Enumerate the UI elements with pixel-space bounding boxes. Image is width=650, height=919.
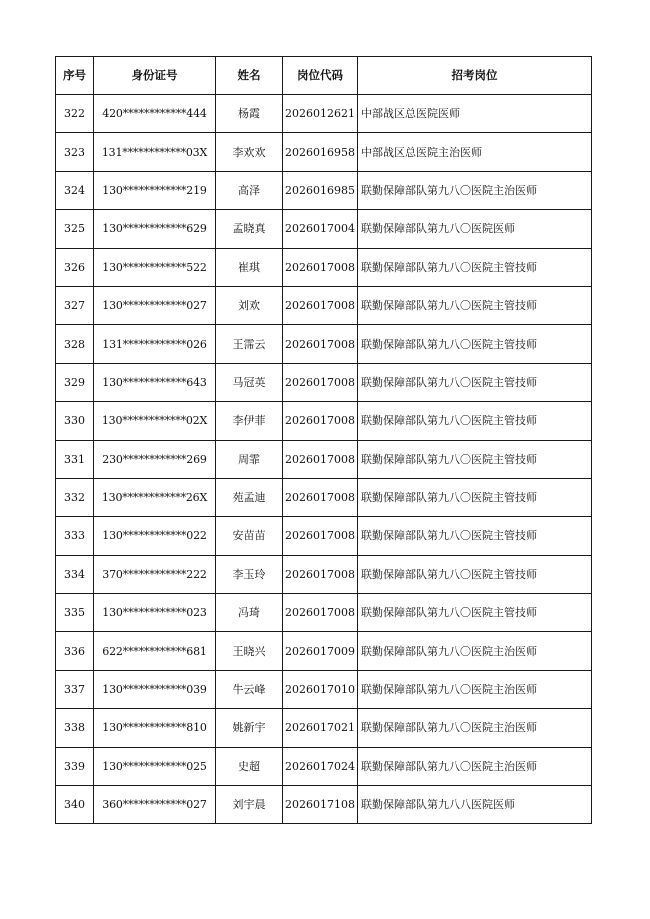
cell-id-number: 420************444	[94, 95, 216, 133]
cell-seq: 340	[56, 786, 94, 824]
cell-id-number: 130************027	[94, 286, 216, 324]
cell-seq: 322	[56, 95, 94, 133]
cell-post-code: 2026017108	[283, 786, 358, 824]
table-row	[56, 670, 592, 708]
table-row	[56, 786, 592, 824]
cell-id-number: 130************02X	[94, 402, 216, 440]
cell-seq: 331	[56, 440, 94, 478]
table-body	[56, 95, 592, 824]
table-row	[56, 709, 592, 747]
cell-seq: 339	[56, 747, 94, 785]
cell-post: 联勤保障部队第九八〇医院主管技师	[358, 248, 592, 286]
cell-seq: 334	[56, 555, 94, 593]
cell-seq: 333	[56, 517, 94, 555]
table-row	[56, 594, 592, 632]
cell-seq: 327	[56, 286, 94, 324]
cell-id-number: 360************027	[94, 786, 216, 824]
cell-post-code: 2026017008	[283, 555, 358, 593]
cell-post: 联勤保障部队第九八〇医院主管技师	[358, 555, 592, 593]
cell-post: 联勤保障部队第九八〇医院主管技师	[358, 363, 592, 401]
cell-seq: 332	[56, 478, 94, 516]
table-row	[56, 210, 592, 248]
cell-post-code: 2026017010	[283, 670, 358, 708]
header-row	[56, 57, 592, 95]
results-table	[55, 56, 592, 824]
cell-name: 孟晓真	[216, 210, 283, 248]
cell-post-code: 2026017008	[283, 440, 358, 478]
cell-post: 联勤保障部队第九八〇医院主治医师	[358, 670, 592, 708]
cell-post: 联勤保障部队第九八〇医院主治医师	[358, 709, 592, 747]
cell-name: 安苗苗	[216, 517, 283, 555]
header-post: 招考岗位	[358, 57, 592, 95]
cell-seq: 336	[56, 632, 94, 670]
cell-name: 周霏	[216, 440, 283, 478]
header-post-code: 岗位代码	[283, 57, 358, 95]
cell-seq: 323	[56, 133, 94, 171]
cell-id-number: 130************26X	[94, 478, 216, 516]
cell-name: 苑孟迪	[216, 478, 283, 516]
cell-id-number: 130************522	[94, 248, 216, 286]
cell-seq: 337	[56, 670, 94, 708]
cell-post: 中部战区总医院主治医师	[358, 133, 592, 171]
table-row	[56, 747, 592, 785]
cell-id-number: 130************022	[94, 517, 216, 555]
table-row	[56, 555, 592, 593]
cell-seq: 330	[56, 402, 94, 440]
cell-post: 中部战区总医院医师	[358, 95, 592, 133]
table-row	[56, 517, 592, 555]
cell-id-number: 130************039	[94, 670, 216, 708]
cell-name: 史超	[216, 747, 283, 785]
cell-name: 高泽	[216, 171, 283, 209]
cell-post: 联勤保障部队第九八〇医院主治医师	[358, 171, 592, 209]
cell-name: 崔琪	[216, 248, 283, 286]
cell-post-code: 2026017008	[283, 363, 358, 401]
cell-name: 王霈云	[216, 325, 283, 363]
cell-post: 联勤保障部队第九八八医院医师	[358, 786, 592, 824]
header-seq: 序号	[56, 57, 94, 95]
cell-post-code: 2026017008	[283, 517, 358, 555]
cell-post-code: 2026012621	[283, 95, 358, 133]
cell-post-code: 2026017009	[283, 632, 358, 670]
table-row	[56, 248, 592, 286]
table-row	[56, 325, 592, 363]
cell-id-number: 130************023	[94, 594, 216, 632]
cell-post: 联勤保障部队第九八〇医院主治医师	[358, 747, 592, 785]
cell-name: 刘宇晨	[216, 786, 283, 824]
cell-post: 联勤保障部队第九八〇医院主管技师	[358, 286, 592, 324]
cell-post-code: 2026016985	[283, 171, 358, 209]
cell-post: 联勤保障部队第九八〇医院主管技师	[358, 517, 592, 555]
table-header	[56, 57, 592, 95]
cell-post: 联勤保障部队第九八〇医院主管技师	[358, 440, 592, 478]
table-row	[56, 478, 592, 516]
cell-name: 李伊菲	[216, 402, 283, 440]
table-row	[56, 286, 592, 324]
cell-seq: 328	[56, 325, 94, 363]
cell-post: 联勤保障部队第九八〇医院主管技师	[358, 478, 592, 516]
cell-post-code: 2026017024	[283, 747, 358, 785]
cell-id-number: 130************219	[94, 171, 216, 209]
cell-seq: 338	[56, 709, 94, 747]
cell-id-number: 622************681	[94, 632, 216, 670]
header-id-number: 身份证号	[94, 57, 216, 95]
table-row	[56, 171, 592, 209]
cell-name: 马冠英	[216, 363, 283, 401]
cell-id-number: 130************629	[94, 210, 216, 248]
cell-id-number: 131************026	[94, 325, 216, 363]
table-row	[56, 95, 592, 133]
cell-name: 冯琦	[216, 594, 283, 632]
header-name: 姓名	[216, 57, 283, 95]
cell-seq: 325	[56, 210, 94, 248]
table-row	[56, 133, 592, 171]
table-row	[56, 363, 592, 401]
cell-post-code: 2026017004	[283, 210, 358, 248]
cell-name: 李玉玲	[216, 555, 283, 593]
cell-name: 李欢欢	[216, 133, 283, 171]
table-row	[56, 402, 592, 440]
cell-name: 刘欢	[216, 286, 283, 324]
cell-seq: 324	[56, 171, 94, 209]
cell-post-code: 2026017008	[283, 478, 358, 516]
cell-post-code: 2026016958	[283, 133, 358, 171]
cell-post: 联勤保障部队第九八〇医院主治医师	[358, 632, 592, 670]
cell-post: 联勤保障部队第九八〇医院医师	[358, 210, 592, 248]
table-row	[56, 632, 592, 670]
cell-name: 姚新宇	[216, 709, 283, 747]
cell-post-code: 2026017008	[283, 286, 358, 324]
cell-id-number: 130************025	[94, 747, 216, 785]
cell-id-number: 130************810	[94, 709, 216, 747]
table-row	[56, 440, 592, 478]
cell-name: 牛云峰	[216, 670, 283, 708]
cell-seq: 335	[56, 594, 94, 632]
cell-post-code: 2026017008	[283, 325, 358, 363]
cell-seq: 326	[56, 248, 94, 286]
cell-seq: 329	[56, 363, 94, 401]
cell-id-number: 130************643	[94, 363, 216, 401]
cell-name: 杨霞	[216, 95, 283, 133]
cell-post: 联勤保障部队第九八〇医院主管技师	[358, 325, 592, 363]
cell-post-code: 2026017008	[283, 402, 358, 440]
cell-post-code: 2026017021	[283, 709, 358, 747]
cell-id-number: 370************222	[94, 555, 216, 593]
cell-post-code: 2026017008	[283, 594, 358, 632]
cell-post: 联勤保障部队第九八〇医院主管技师	[358, 594, 592, 632]
cell-id-number: 131************03X	[94, 133, 216, 171]
cell-post-code: 2026017008	[283, 248, 358, 286]
cell-post: 联勤保障部队第九八〇医院主管技师	[358, 402, 592, 440]
cell-id-number: 230************269	[94, 440, 216, 478]
cell-name: 王晓兴	[216, 632, 283, 670]
